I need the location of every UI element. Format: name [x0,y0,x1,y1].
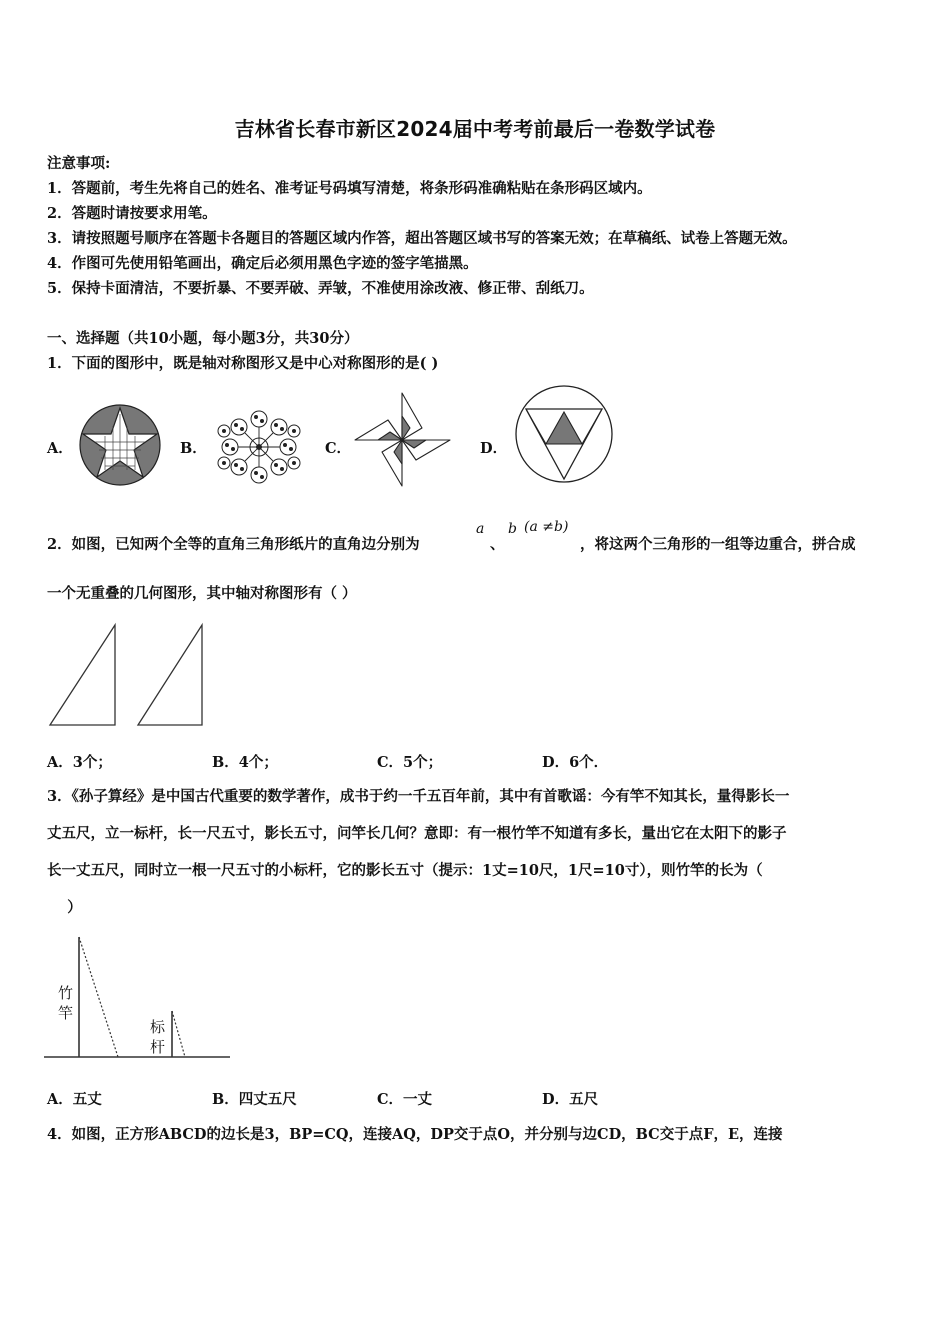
q2-option-d: D．6个． [542,754,609,771]
q1-option-d-label: D． [480,440,508,457]
q3-option-b: B．四丈五尺 [212,1091,297,1108]
q1-option-b-figure [212,405,307,490]
q3-line-2: 丈五尺，立一标杆，长一尺五寸，影长五寸，问竿长几何？意即：有一根竹竿不知道有多长，量出它在太阳下的影子 [47,825,787,842]
q2-option-a: A．3个； [47,754,112,771]
q1-option-a-label: A． [47,440,73,457]
note-item: 5．保持卡面清洁，不要折暴、不要弄破、弄皱，不准使用涂改液、修正带、刮纸刀。 [47,280,594,297]
q3-option-a: A．五丈 [47,1091,102,1108]
q2-condition: (a ≠b) [524,519,569,535]
q2-var-a: a [476,521,485,537]
q2-stem-part2: ，将这两个三角形的一组等边重合，拼合成 [580,536,856,553]
note-item: 3．请按照题号顺序在答题卡各题目的答题区域内作答，超出答题区域书写的答案无效；在草稿纸、试卷上答题无效。 [47,230,797,247]
q3-line-4: ） [47,899,82,916]
q3-pole-label-2: 竿 [58,1004,74,1022]
section-heading: 一、选择题（共10小题，每小题3分，共30分） [47,330,359,347]
q2-triangles-figure [45,620,215,730]
q4-stem: 4．如图，正方形ABCD的边长是3，BP=CQ，连接AQ，DP交于点O，并分别与边CD，BC交于点F，E，连接 [47,1126,783,1143]
q1-option-b-label: B． [180,440,207,457]
q1-option-a-figure [75,400,170,490]
q3-stick-label-1: 标 [150,1018,166,1036]
q2-stem-part1: 2．如图，已知两个全等的直角三角形纸片的直角边分别为 [47,536,420,553]
q2-stem-part3: 一个无重叠的几何图形，其中轴对称图形有（ ） [47,585,357,602]
q3-stick-label-2: 杆 [150,1038,166,1056]
notes-heading: 注意事项: [47,155,111,172]
q3-line-3: 长一丈五尺，同时立一根一尺五寸的小标杆，它的影长五寸（提示：1丈=10尺，1尺=10寸），则竹竿的长为（ [47,862,763,879]
q1-option-c-label: C． [325,440,352,457]
q1-option-c-figure [350,388,460,493]
q3-line-1: 3．《孙子算经》是中国古代重要的数学著作，成书于约一千五百年前，其中有首歌谣：今有竿不知其长，量得影长一 [47,788,790,805]
q3-pole-label-1: 竹 [58,984,74,1002]
q2-option-b: B．4个； [212,754,278,771]
q3-option-d: D．五尺 [542,1091,599,1108]
q1-option-d-figure [512,382,617,487]
q2-separator: 、 [490,536,505,553]
q3-option-c: C．一丈 [377,1091,433,1108]
q1-stem: 1．下面的图形中，既是轴对称图形又是中心对称图形的是( ) [47,355,439,372]
q2-option-c: C．5个； [377,754,443,771]
note-item: 2．答题时请按要求用笔。 [47,205,217,222]
q2-var-b: b [508,521,517,537]
note-item: 4．作图可先使用铅笔画出，确定后必须用黑色字迹的签字笔描黑。 [47,255,478,272]
exam-title: 吉林省长春市新区2024届中考考前最后一卷数学试卷 [234,117,716,141]
note-item: 1．答题前，考生先将自己的姓名、准考证号码填写清楚，将条形码准确粘贴在条形码区域内。 [47,180,652,197]
